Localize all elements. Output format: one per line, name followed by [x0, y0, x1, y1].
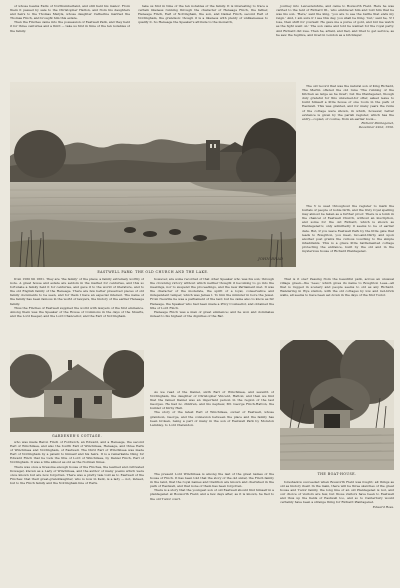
lower-mid-column	[150, 390, 274, 470]
right-mid-text: The V is used throughout the register to mark the burials of people of noble birth, and the truly royal spelling may almost be taken as a further proof. There is a tomb in the chancel of Eastwell Church, without an inscription, and some for the old Richard, which is shown as Plantagenet's; only admittedly it seems to be of earlier date. But, if you leave Eastwell Park by the little gate that leads to Boughton, you meet, two-and-thirty, and upon another post grants the curious vouching to the simple inhabitants. This is a grave little battlemented cottage protecting the entrance, built by the old and in the mysterious house of Richard Plantagenet.	[302, 204, 394, 254]
main-caption: EASTWELL PARK: THE OLD CHURCH AND THE LAKE.	[97, 270, 209, 274]
top-column-3	[276, 4, 394, 80]
gardeners-cottage-engraving	[10, 350, 144, 432]
mid-left-column	[10, 277, 144, 347]
lower-left-text: who was made Baron Finch of Fordwich, an Edward, and a Heneage, the second Earl of Winchilsea, and also the fourth Earl of Winchilsea, Heneage, and three Earls of Winchilsea and Nottingham, of Eastwell. The third Earl of Winchilsea was made Earl of Nottingham by a patent to himself and his heirs. It is a remarkable thing for Edward Finch that he took the title of Lord of Winchilsea, by Daniel Finch, Earl of Nottingham. It was a title almost as old as the Norman times.	[10, 440, 144, 465]
author-signature: Edward Ross.	[372, 504, 394, 509]
right-top-text: The old record that was the natural son of King Richard, The Merlin offered the old rune 'The running of the Kitchen as large as he lived'; but the Plantagenet, though duly grateful for this unlooked-for offer, asked leave to build himself a little house of one room in the park of Eastwell. This was granted, and for many years the ruins of the cottage were shown, in which, however, better evidence is given by the parish register, which has the entry—copied, of course, from an earlier book—	[302, 84, 394, 121]
top-column-2	[138, 4, 268, 80]
lower-left-column	[10, 440, 144, 584]
lake-church-engraving	[10, 82, 296, 267]
register-entry-name: Richard Plantagenet,	[361, 120, 394, 125]
main-illustration	[10, 82, 296, 267]
top-col3-text: journey into Leicestershire, and came to Bosworth Field. Here he was carried to the tent of Richard III., who embraced him and told him that he was his son. 'Here,' said the king, 'you are to see the battle that ends my reign.' And, I am sure if I see this day, you shall be King. 'but,' said he, 'if I lose, then shift for yourself. He gave me a purse of gold, and bid me watch as the fight went on.' The son came and told he wanted for the royal party. And Richard did lose. Then he, afraid, and fled, and tried to get service, as he saw the fugitive, and lived in London as a bricklayer.	[276, 4, 394, 37]
mid-right-column	[280, 277, 394, 337]
boathouse-caption: THE BOAT-HOUSE.	[317, 472, 357, 476]
mid-left-text: from 1560 till 1661. They are 'the family' of the place; a family extremely worthy of note. A great house and estate are seldom in the market for centuries, and this so fortunate a family held it for centuries, and gave it to the world of literature, and to the old English family of the Heneage. There are few better preserved pieces of old family documents to be seen, and for them I have an especial interest. The name of the family has been famous in the world of lawyers, the history of the earlier Heneage family.	[10, 277, 144, 306]
engraver-signature: JOHN BRAD	[258, 256, 284, 261]
cottage-illustration	[10, 350, 144, 432]
lower-mid-text-2: The story of the latest Earl of Winchilsea, owner of Eastwell, whose grandson, George, and the connexion between the place and the family has been broken, being a part of many in the son of Eastwell Park by Moreton Lambley, to Lord Clarendon.	[150, 410, 274, 427]
mid-left-text-2: Thus the Finches of Eastwell supplied the world with lawyers of the first eminence. Among them was the Speaker of the House of Commons in the days of the Stuarts, and the Lord Keeper, and the Lord Chancellor, and the Earl of Nottingham.	[10, 305, 144, 318]
lower-mid-text: As we read of the Daniel, sixth Earl of Winchilsea, and seventh of Nottingham, the daughter of Christopher Vincent, Hatton; and then we find that the famed Daniel was an important person in the region of the last Georges. He had no children, and his nephew, Mr. George Finch-Hatton, the builder of Kirby Hall.	[150, 390, 274, 411]
top-col1b-text: Then the Finches came into the possession of Eastwell Park, and they held it for three centuries and a third — take us first in time of the ten notables of the family.	[10, 20, 130, 33]
top-column-1	[10, 4, 130, 80]
top-col1-text: of whose beams Earls of Northumberland, and still held his manor. From them it passed by sale to the Christopher Hatton, and from his daughters and heirs to the Thomas Maryls, whose daughter Catherine married the Thomas Finch, and brought him this estate.	[10, 4, 130, 21]
bottom-right-text-2: foreshadow succeeded when Bosworth Field was fought; all things as old as history itself. In the main, there will be three sketches of the great house and Tudor family, the long line of an old Plantagenet is not, and our choice of visitors are few, but those visitors have been to Eastwell and thus up the fields of Eastwell too, and so to Canterbury would certainly have been a strange thing for Richard Plantagenet.	[280, 480, 394, 505]
boathouse-illustration	[280, 340, 394, 470]
register-entry-date: December 22nd, 1550.	[358, 124, 394, 129]
boathouse-engraving	[280, 340, 394, 470]
right-bottom-text: That is it one? Passing from the beautiful park, across an unusual village green—the 'Lees,' which gives its name to Boughton Lees—all that is rugged in scenery and people seems to old as any Richard. Wandering in Wye station, with the old cottages by low and red-brick walls, all seems to have been set down in the days of the first Tudor.	[280, 277, 394, 298]
mid-center-column	[150, 277, 274, 387]
cottage-caption: GARDENER'S COTTAGE.	[51, 434, 103, 438]
right-column-top	[302, 84, 394, 202]
top-col2-text: take us first in time of the ten notables of the family. It is interesting to trace a certain likeness running through the character of Heneage Finch, the father, Heneage Finch, Earl of Nottingham, the son, and Daniel Finch, second Earl of Nottingham, the grandson: though it is a likeness with plenty of unlikenesses to qualify it. So Heneage the Speaker's attitude to the monarch,	[138, 4, 268, 25]
bottom-right-column	[280, 480, 394, 584]
mid-center-text-2: Heneage Finch was a man of great eminence; and he won and dominates indeed to his highest of the dignities of the Bar.	[150, 309, 274, 318]
lower-mid-text-3: The present Lord Winchilsea is among the last of the great names of the house of Finch. It has been told that the story of the old sister, the Finch family in the land, that the royal names and tradition are known and cherished in the park of Eastwell, and that none of them has been forgotten.	[150, 472, 274, 489]
lower-center-column	[150, 472, 274, 584]
right-column-mid	[302, 204, 394, 274]
bottom-right-text: There is a story that the youngest son of old Eastwell should find himself in a plantagenet at Bosworth Field; and a few days after, as it is known, he fled to the old Tudor court.	[150, 488, 274, 501]
lower-left-text-2: There was once a tiresome enough house of the Finches, the learned and cultivated Dowager, known as a Lady of Winchilsea, and the author of many poems which were once known but are now forgotten. There was a pretty tale told as to Eastwell of the Finches: that their great-granddaughter, who is now in Kent, is a lady — not, indeed, but to the Finch family and the Nottingham line of Earls.	[10, 464, 144, 485]
mid-center-text: however, are some recorded of that other Speaker who was his son; through the crowning victory without which neither thought it becoming to go into the meetings, nor to suspend the proceedings, and the new Parliament met. It was the character of the moderate, the spirit of a loyal, conservative and independent temper, which was James I. To him the minister in bore the Jewel. From Neuville he was a parliament of the last; but he came also to know as Sir Heneage, the Speaker who had been made a Privy Counsellor, and obtained the title of Lord Finch.	[150, 277, 274, 310]
